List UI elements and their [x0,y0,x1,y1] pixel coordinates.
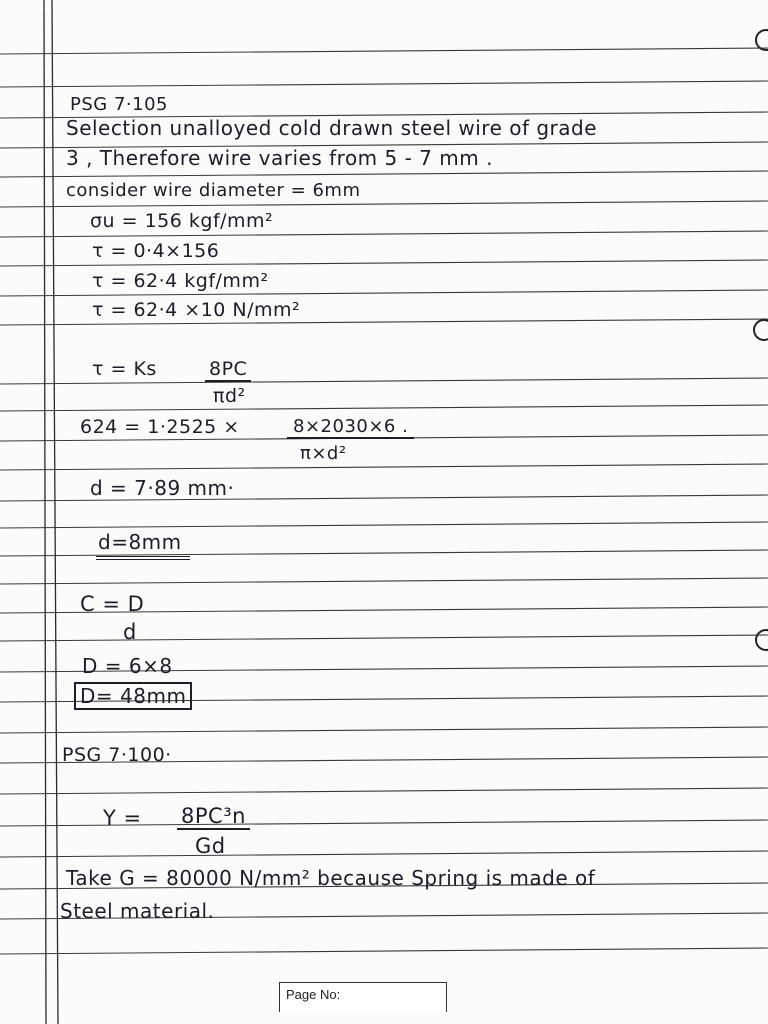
ruled-line [0,948,768,954]
ruled-line [0,851,768,857]
ruled-line [0,522,768,528]
deflection-denominator: Gd [195,834,226,858]
ruled-line [0,727,768,733]
shear-formula-numerator: 8PC [205,358,251,382]
shear-formula-lhs: τ = Ks [92,358,157,380]
deflection-lhs: Y = [103,806,142,830]
ruled-line [0,788,768,794]
diameter-calculated: d = 7·89 mm· [90,476,235,500]
ruled-line [0,201,768,207]
page-number-box: Page No: [279,982,447,1012]
ruled-line [0,81,768,87]
margin-line [44,0,46,1024]
ruled-line [0,635,768,641]
take-g-line: Take G = 80000 N/mm² because Spring is made of [66,866,596,890]
spring-index-denominator: d [123,620,137,644]
ruled-line [0,48,768,54]
shear-formula-denominator: πd² [213,385,246,407]
binder-hole [754,320,768,340]
ruled-line [0,578,768,584]
binder-hole [756,630,768,650]
spring-index-lhs: C = D [80,592,145,616]
ruled-line [0,464,768,470]
shear-stress-calc: τ = 0·4×156 [92,240,220,262]
psg-reference-a: PSG 7·105 [70,94,168,115]
margin-line [52,0,58,1024]
substitution-denominator: π×d² [300,443,347,464]
shear-stress-n: τ = 62·4 ×10 N/mm² [92,299,301,321]
ruled-line [0,171,768,177]
ruled-line [0,405,768,411]
steel-material-line: Steel material. [60,899,215,923]
diameter-final: d=8mm [96,530,190,560]
psg-reference-b: PSG 7·100· [62,744,172,766]
selection-line-1: Selection unalloyed cold drawn steel wire of grade [66,116,598,140]
ultimate-stress: σu = 156 kgf/mm² [90,210,274,232]
shear-stress-kgf: τ = 62·4 kgf/mm² [92,270,269,292]
deflection-numerator: 8PC³n [177,804,250,830]
consider-diameter: consider wire diameter = 6mm [66,180,361,201]
substitution-lhs: 624 = 1·2525 × [80,416,240,438]
binder-hole [756,30,768,50]
substitution-numerator: 8×2030×6 . [287,416,414,439]
selection-line-2: 3 , Therefore wire varies from 5 - 7 mm . [66,146,493,170]
mean-diameter-calc: D = 6×8 [82,654,173,678]
mean-diameter-final: D= 48mm [74,682,192,710]
